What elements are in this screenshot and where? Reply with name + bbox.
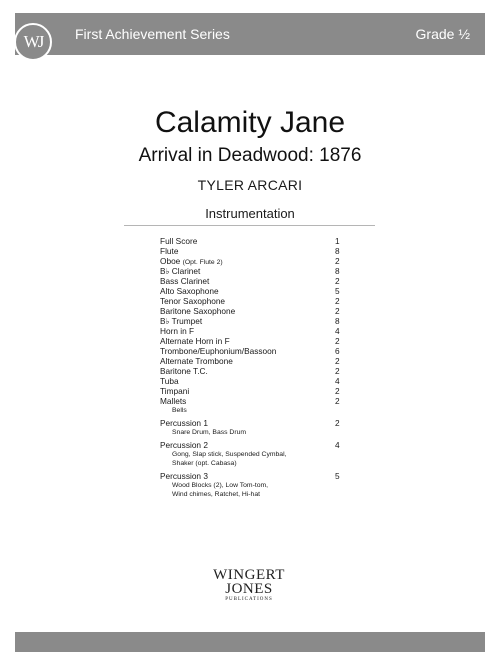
instrument-name	[160, 336, 230, 346]
divider	[124, 225, 375, 226]
instrument-name-text: Trombone/Euphonium/Bassoon	[160, 346, 277, 356]
instrument-row	[160, 418, 350, 428]
page-subtitle: Arrival in Deadwood: 1876	[138, 145, 362, 166]
instrument-row	[160, 336, 350, 346]
composer-name: TYLER ARCARI	[197, 177, 303, 193]
instrument-name-text: Percussion 3	[160, 471, 208, 481]
instrument-row	[160, 296, 350, 306]
instrument-row	[160, 306, 350, 316]
instrument-name	[160, 356, 233, 366]
instrument-count: 4	[335, 376, 340, 386]
instrument-name-text: Full Score	[160, 236, 198, 246]
instrument-row	[160, 356, 350, 366]
instrument-row	[160, 326, 350, 336]
instrument-note: Gong, Slap stick, Suspended Cymbal,	[172, 451, 287, 458]
instrument-row	[160, 246, 350, 256]
instrument-count: 2	[335, 256, 340, 266]
instrument-count: 2	[335, 336, 340, 346]
instrument-row	[160, 471, 350, 481]
instrument-name-text: Percussion 1	[160, 418, 208, 428]
instrument-row	[160, 236, 350, 246]
instrument-name-text: Baritone Saxophone	[160, 306, 236, 316]
instrument-name	[160, 418, 208, 428]
instrument-count: 5	[335, 471, 340, 481]
instrument-count: 1	[335, 236, 340, 246]
instrument-name-text: Alto Saxophone	[160, 286, 219, 296]
instrument-row	[160, 440, 350, 450]
instrument-count: 6	[335, 346, 340, 356]
publisher-line-3: PUBLICATIONS	[225, 597, 273, 602]
instrument-row	[160, 346, 350, 356]
instrument-name-text: Tuba	[160, 376, 179, 386]
series-title: First Achievement Series	[75, 26, 230, 42]
instrument-name-text: Baritone T.C.	[160, 366, 208, 376]
instrument-name	[160, 386, 189, 396]
instrument-count: 2	[335, 276, 340, 286]
instrument-note: Bells	[172, 407, 187, 414]
instrument-name-text: Mallets	[160, 396, 187, 406]
instrument-name	[160, 286, 219, 296]
instrument-count: 2	[335, 366, 340, 376]
instrument-row	[160, 276, 350, 286]
instrument-count: 5	[335, 286, 340, 296]
instrument-note: Wind chimes, Ratchet, Hi-hat	[172, 491, 261, 498]
instrument-row	[160, 256, 350, 266]
instrument-row	[160, 376, 350, 386]
instrument-name-text: Alternate Trombone	[160, 356, 233, 366]
instrument-name	[160, 246, 178, 256]
instrument-count: 8	[335, 246, 340, 256]
instrument-name	[160, 316, 202, 326]
instrument-name-text: Alternate Horn in F	[160, 336, 230, 346]
instrument-name-text: Tenor Saxophone	[160, 296, 226, 306]
instrument-name	[160, 306, 235, 316]
instrument-name	[160, 396, 186, 406]
publisher-logo	[199, 568, 299, 603]
publisher-line-2: JONES	[225, 581, 273, 597]
grade-label: Grade ½	[415, 26, 470, 42]
instrument-option: (Opt. Flute 2)	[182, 259, 223, 266]
instrument-row	[160, 386, 350, 396]
instrument-count: 2	[335, 396, 340, 406]
instrument-count: 4	[335, 440, 340, 450]
instrument-count: 2	[335, 386, 340, 396]
page-title: Calamity Jane	[154, 106, 346, 139]
instrument-count: 2	[335, 296, 340, 306]
instrument-name-text: Flute	[160, 246, 179, 256]
instrument-name	[160, 296, 225, 306]
instrument-name-text: B♭ Clarinet	[160, 266, 201, 276]
instrument-count: 4	[335, 326, 340, 336]
instrument-name	[160, 440, 208, 450]
instrument-name	[160, 471, 208, 481]
instrument-name	[160, 346, 276, 356]
instrument-note: Wood Blocks (2), Low Tom-tom,	[172, 482, 269, 489]
instrument-name	[160, 236, 197, 246]
list-spacer	[160, 499, 350, 502]
instrumentation-heading: Instrumentation	[205, 206, 295, 221]
instrument-count: 2	[335, 356, 340, 366]
instrument-name	[160, 326, 194, 336]
publisher-line-1: WINGERT	[213, 567, 285, 583]
instrument-row	[160, 286, 350, 296]
instrument-name-text: Percussion 2	[160, 440, 208, 450]
instrument-count: 8	[335, 266, 340, 276]
instrument-note: Snare Drum, Bass Drum	[172, 429, 247, 436]
instrument-count: 2	[335, 306, 340, 316]
instrument-row	[160, 366, 350, 376]
instrument-name-text: Horn in F	[160, 326, 195, 336]
instrument-name-text: Timpani	[160, 386, 190, 396]
instrument-name-text: Oboe	[160, 256, 181, 266]
instrument-name	[160, 266, 200, 276]
instrument-row	[160, 316, 350, 326]
instrument-count: 2	[335, 418, 340, 428]
instrument-name-text: B♭ Trumpet	[160, 316, 203, 326]
instrument-note: Shaker (opt. Cabasa)	[172, 460, 237, 467]
instrument-name	[160, 276, 209, 286]
instrument-name	[160, 366, 208, 376]
instrument-name	[160, 376, 179, 386]
wj-logo: WJ	[14, 23, 52, 61]
instrument-row	[160, 266, 350, 276]
instrument-name-text: Bass Clarinet	[160, 276, 210, 286]
instrumentation-list	[160, 236, 350, 502]
footer-bar	[15, 632, 485, 652]
instrument-count: 8	[335, 316, 340, 326]
instrument-row	[160, 396, 350, 406]
